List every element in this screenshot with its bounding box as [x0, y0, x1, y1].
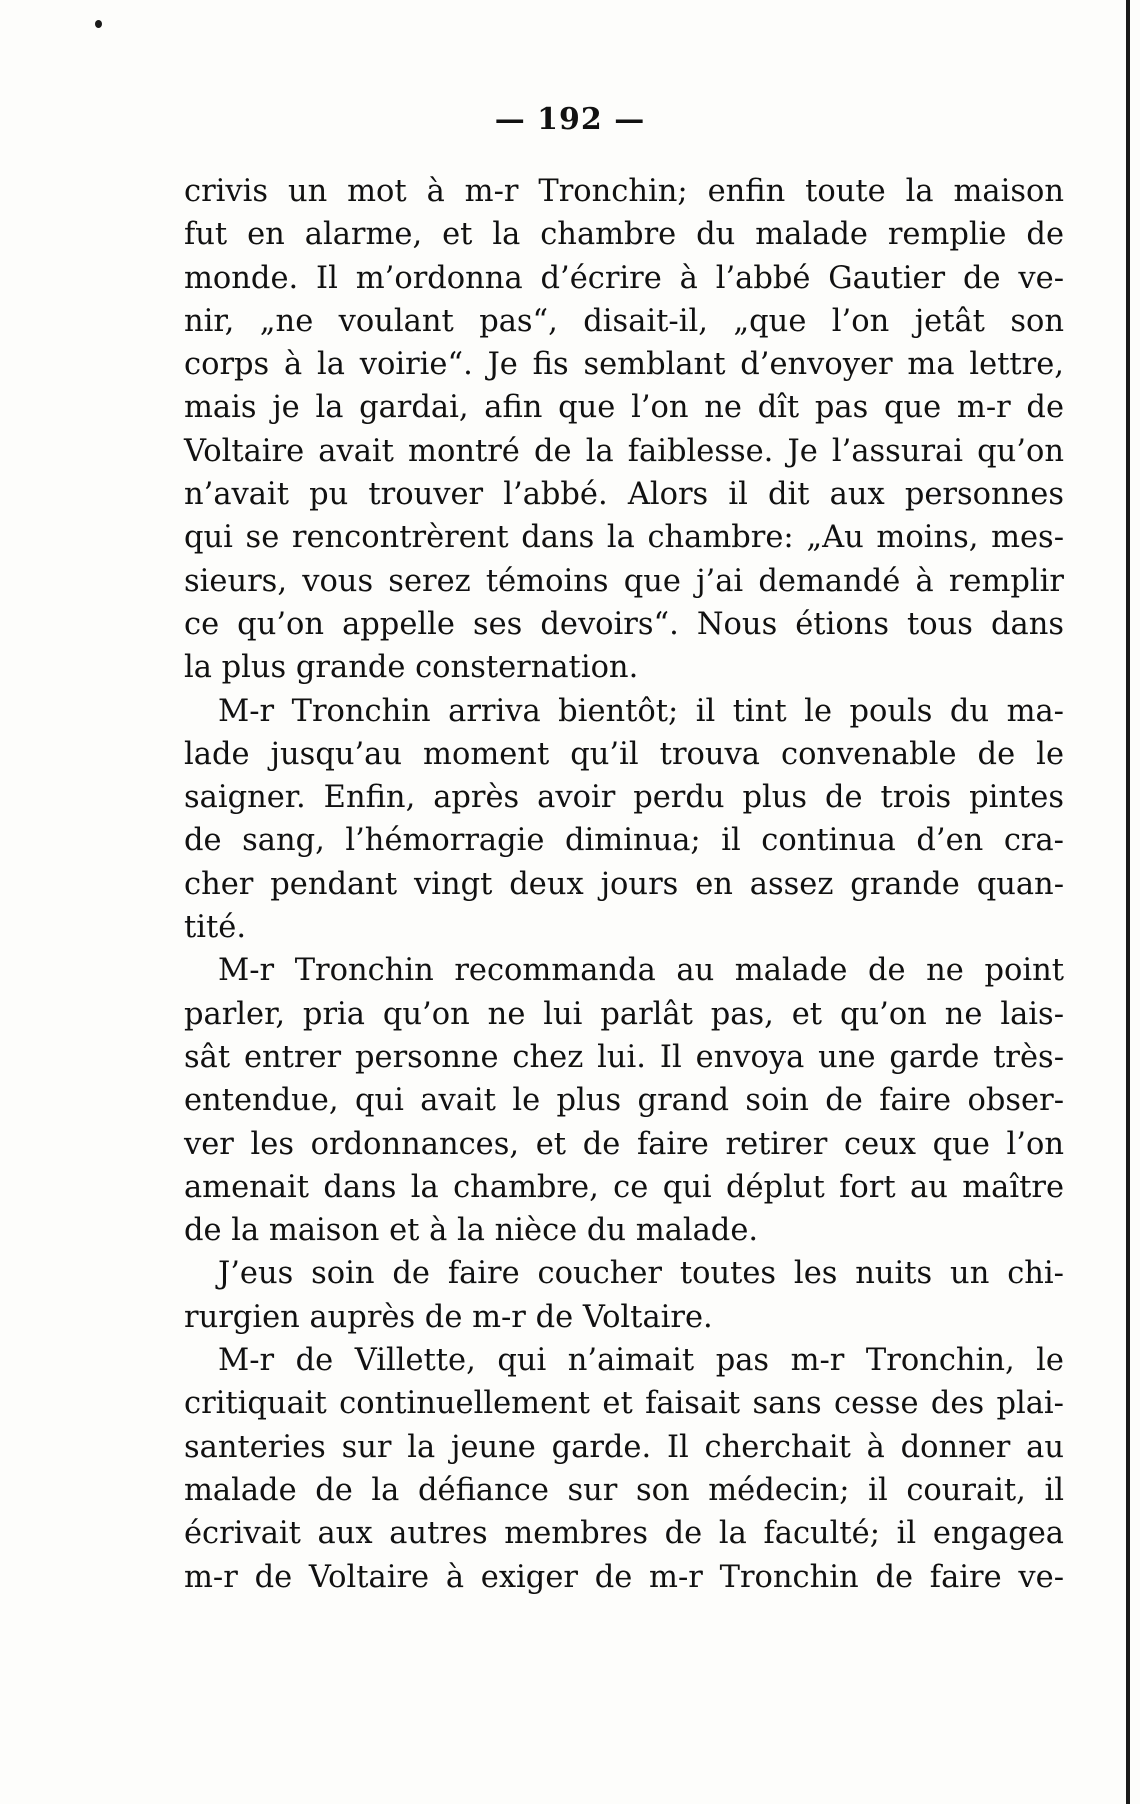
- text-line: lade jusqu’au moment qu’il trouva convenable de le: [184, 736, 1064, 772]
- text-line: fut en alarme, et la chambre du malade remplie de: [184, 217, 1064, 253]
- text-line: de la maison et à la nièce du malade.: [184, 1213, 759, 1249]
- text-line: parler, pria qu’on ne lui parlât pas, et qu’on ne lais-: [184, 996, 1064, 1032]
- text-line: sieurs, vous serez témoins que j’ai demandé à remplir: [184, 563, 1064, 599]
- text-line: M-r de Villette, qui n’aimait pas m-r Tronchin, le: [218, 1343, 1064, 1379]
- text-line: rurgien auprès de m-r de Voltaire.: [184, 1299, 713, 1335]
- text-line: tité.: [184, 910, 247, 946]
- text-line: saigner. Enfin, après avoir perdu plus de trois pintes: [184, 780, 1064, 816]
- text-line: corps à la voirie“. Je fis semblant d’envoyer ma lettre,: [184, 347, 1064, 383]
- text-line: ce qu’on appelle ses devoirs“. Nous étions tous dans: [184, 606, 1064, 642]
- text-line: n’avait pu trouver l’abbé. Alors il dit aux personnes: [184, 477, 1064, 513]
- text-line: cher pendant vingt deux jours en assez grande quan-: [184, 866, 1064, 902]
- text-line: écrivait aux autres membres de la faculté; il engagea: [184, 1516, 1064, 1552]
- text-line: santeries sur la jeune garde. Il cherchait à donner au: [184, 1429, 1064, 1465]
- text-line: de sang, l’hémorragie diminua; il continua d’en cra-: [184, 823, 1064, 859]
- body-text: [184, 170, 1064, 1599]
- text-line: nir, „ne voulant pas“, disait-il, „que l’on jetât son: [184, 303, 1064, 339]
- text-line: m-r de Voltaire à exiger de m-r Tronchin de faire ve-: [184, 1559, 1064, 1595]
- text-line: malade de la défiance sur son médecin; il courait, il: [184, 1472, 1064, 1508]
- text-line: monde. Il m’ordonna d’écrire à l’abbé Gautier de ve-: [184, 260, 1064, 296]
- text-line: critiquait continuellement et faisait sans cesse des plai-: [184, 1386, 1064, 1422]
- ink-speck: [95, 20, 102, 28]
- page-number: — 192 —: [494, 102, 646, 137]
- text-line: amenait dans la chambre, ce qui déplut fort au maître: [184, 1169, 1064, 1205]
- text-line: ver les ordonnances, et de faire retirer ceux que l’on: [184, 1126, 1064, 1162]
- text-line: M-r Tronchin arriva bientôt; il tint le pouls du ma-: [218, 693, 1064, 729]
- text-line: M-r Tronchin recommanda au malade de ne point: [218, 953, 1064, 989]
- page-edge-rule: [1126, 0, 1130, 1804]
- text-line: Voltaire avait montré de la faiblesse. Je l’assurai qu’on: [184, 433, 1064, 469]
- text-line: J’eus soin de faire coucher toutes les nuits un chi-: [218, 1256, 1064, 1292]
- text-line: crivis un mot à m-r Tronchin; enfin toute la maison: [184, 174, 1064, 209]
- text-line: mais je la gardai, afin que l’on ne dît pas que m-r de: [184, 390, 1064, 426]
- text-line: qui se rencontrèrent dans la chambre: „Au moins, mes-: [184, 520, 1064, 556]
- text-line: entendue, qui avait le plus grand soin de faire obser-: [184, 1083, 1064, 1119]
- text-line: sât entrer personne chez lui. Il envoya une garde très-: [184, 1039, 1064, 1075]
- text-line: la plus grande consternation.: [184, 650, 639, 686]
